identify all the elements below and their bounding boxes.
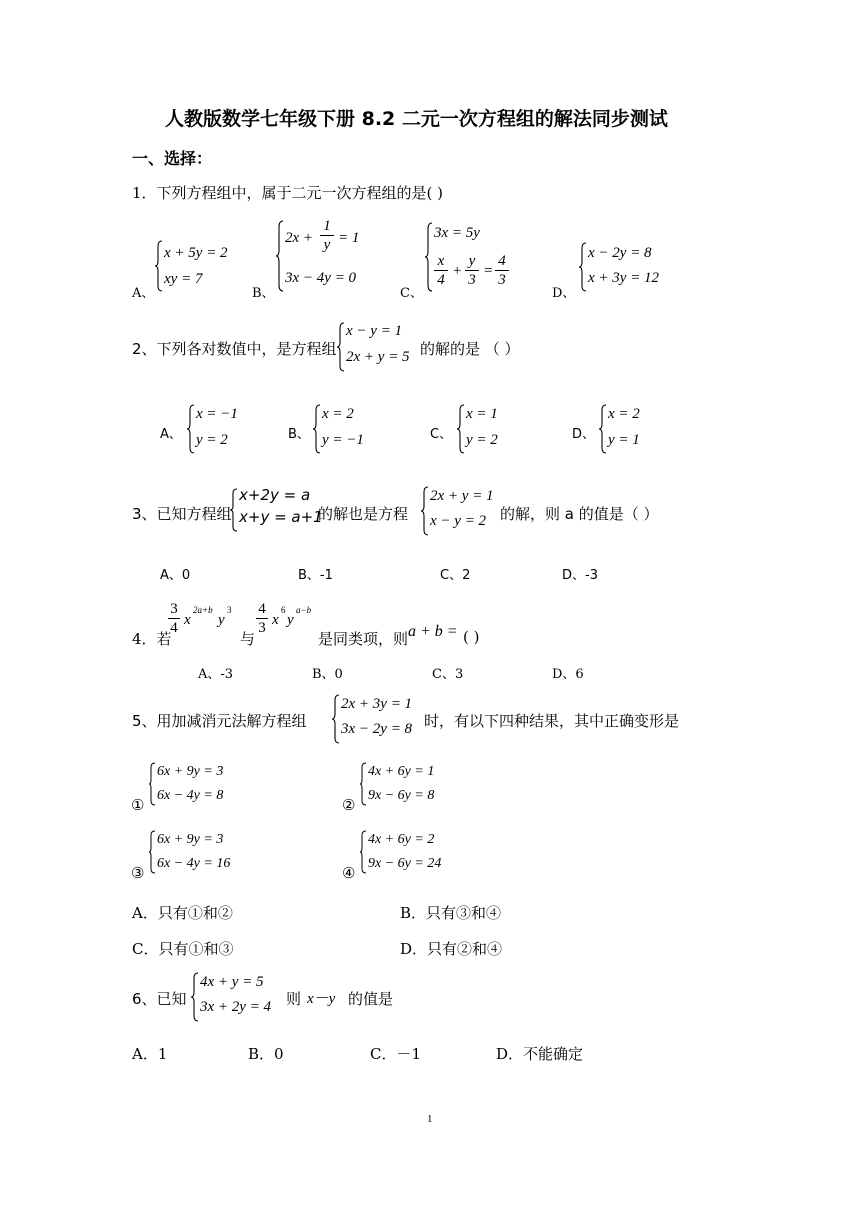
equation-line: x = 1 xyxy=(466,406,498,422)
brace-icon xyxy=(578,242,588,292)
equation-line: x+y = a+1 xyxy=(239,508,323,526)
question-1-stem: 1．下列方程组中，属于二元一次方程组的是( ) xyxy=(132,184,444,202)
q6-option-a: A．1 xyxy=(132,1045,168,1063)
q4-option-a: A、-3 xyxy=(198,667,234,682)
question-4-stem: 4．若 xyxy=(132,630,172,648)
equation-line: x − 2y = 8 xyxy=(588,245,652,261)
exponent: a−b xyxy=(296,605,312,615)
question-2-stem: 2、下列各对数值中，是方程组 xyxy=(132,340,337,358)
brace-icon xyxy=(275,220,285,292)
question-2-stem-end: 的解的是 （ ） xyxy=(420,340,520,358)
circled-number-3: ③ xyxy=(131,864,145,882)
equation-line: 3x − 4y = 0 xyxy=(285,270,357,286)
q3-option-b: B、-1 xyxy=(298,568,333,583)
q3-option-d: D、-3 xyxy=(562,568,598,583)
q4-option-b: B、0 xyxy=(312,667,343,682)
equation-line: x − y = 1 xyxy=(346,323,403,339)
circled-number-1: ① xyxy=(131,796,145,814)
brace-icon xyxy=(420,486,430,536)
exponent: 2a+b xyxy=(193,605,213,615)
q3-option-c: C、2 xyxy=(440,568,471,583)
equation-line: 3x − 2y = 8 xyxy=(341,721,413,737)
question-3-stem-end: 的解，则 a 的值是（ ） xyxy=(500,505,659,523)
operator: + xyxy=(452,263,463,279)
equation-line: 6x + 9y = 3 xyxy=(157,764,224,779)
q6-option-c: C．－1 xyxy=(370,1045,422,1063)
equation-line: 4x + 6y = 2 xyxy=(368,832,435,847)
brace-icon xyxy=(186,404,196,454)
q1-option-c-label: C、 xyxy=(400,286,423,301)
brace-icon xyxy=(154,240,164,292)
q4-option-d: D、6 xyxy=(552,667,584,682)
q6-option-b: B．0 xyxy=(248,1045,284,1063)
fraction xyxy=(434,252,448,289)
equation-line: 2x + xyxy=(285,230,314,246)
question-3-stem: 3、已知方程组 xyxy=(132,505,232,523)
equation-line: 6x + 9y = 3 xyxy=(157,832,224,847)
equation-line: 6x − 4y = 16 xyxy=(157,856,231,871)
equation-line: 6x − 4y = 8 xyxy=(157,788,224,803)
fraction xyxy=(465,252,479,289)
q4-option-c: C、3 xyxy=(432,667,464,682)
variable: x xyxy=(272,612,279,628)
brace-icon xyxy=(331,694,341,744)
fraction xyxy=(320,217,334,254)
denominator: 3 xyxy=(468,272,476,288)
q2-option-a-label: A、 xyxy=(160,427,182,442)
equation-line: x = −1 xyxy=(196,406,238,422)
brace-icon xyxy=(148,762,157,806)
q6-option-d: D．不能确定 xyxy=(496,1045,584,1063)
numerator: 1 xyxy=(323,218,331,234)
equation-line: x = 2 xyxy=(608,406,640,422)
numerator: 4 xyxy=(258,601,266,617)
fraction xyxy=(495,252,509,289)
equation-line: xy = 7 xyxy=(164,271,203,287)
equation-line: 4x + y = 5 xyxy=(200,974,264,990)
brace-icon xyxy=(336,322,346,372)
brace-icon xyxy=(359,830,368,874)
equation-line: x+2y = a xyxy=(239,486,311,504)
equation-line: 3x + 2y = 4 xyxy=(200,999,272,1015)
denominator: 3 xyxy=(258,620,266,636)
q1-option-a-label: A、 xyxy=(132,286,155,301)
q3-option-a: A、0 xyxy=(160,568,191,583)
q5-option-b: B．只有③和④ xyxy=(400,904,502,922)
denominator: 3 xyxy=(498,272,506,288)
brace-icon xyxy=(229,488,239,532)
denominator: y xyxy=(323,237,331,253)
numerator: 4 xyxy=(498,253,506,269)
question-4-stem-mid: 是同类项，则 xyxy=(318,630,409,648)
brace-icon xyxy=(312,404,322,454)
equation-line: 3x = 5y xyxy=(434,225,480,241)
numerator: x xyxy=(437,253,445,269)
denominator: 4 xyxy=(170,620,178,636)
denominator: 4 xyxy=(437,272,445,288)
numerator: 3 xyxy=(170,601,178,617)
question-6-stem-end: 的值是 xyxy=(348,990,394,1008)
equation-line: 2x + y = 5 xyxy=(346,349,410,365)
brace-icon xyxy=(598,404,608,454)
circled-number-2: ② xyxy=(342,796,356,814)
question-5-stem: 5、用加减消元法解方程组 xyxy=(132,712,307,730)
equation-line: y = 1 xyxy=(608,432,640,448)
q1-option-d-label: D、 xyxy=(552,286,576,301)
equation-line: 2x + 3y = 1 xyxy=(341,696,413,712)
numerator: y xyxy=(468,253,476,269)
equation-line: 9x − 6y = 24 xyxy=(368,856,442,871)
expression: a + b = xyxy=(408,623,458,640)
equation-line: y = −1 xyxy=(322,432,364,448)
variable: y xyxy=(218,612,225,628)
equation-line: 9x − 6y = 8 xyxy=(368,788,435,803)
variable: y xyxy=(287,612,294,628)
equation-line: x + 5y = 2 xyxy=(164,245,228,261)
brace-icon xyxy=(456,404,466,454)
q5-option-a: A．只有①和② xyxy=(132,904,233,922)
q1-option-b-label: B、 xyxy=(252,286,275,301)
q2-option-d-label: D、 xyxy=(572,427,596,442)
equation-line: x − y = 2 xyxy=(430,513,487,529)
page-title: 人教版数学七年级下册 8.2 二元一次方程组的解法同步测试 xyxy=(165,108,668,130)
equation-line: x + 3y = 12 xyxy=(588,270,660,286)
brace-icon xyxy=(359,762,368,806)
question-6-stem-mid: 则 xyxy=(286,990,302,1008)
exponent: 3 xyxy=(227,605,232,615)
question-6-stem: 6、已知 xyxy=(132,990,187,1008)
variable: x xyxy=(184,612,191,628)
brace-icon xyxy=(190,972,200,1022)
equation-line: 2x + y = 1 xyxy=(430,488,494,504)
equation-line: y = 2 xyxy=(196,432,228,448)
word-with: 与 xyxy=(240,630,256,648)
section-heading: 一、选择： xyxy=(132,149,213,168)
circled-number-4: ④ xyxy=(342,864,356,882)
q5-option-c: C．只有①和③ xyxy=(132,940,234,958)
q2-option-c-label: C、 xyxy=(430,427,453,442)
exponent: 6 xyxy=(281,605,286,615)
page-number: 1 xyxy=(427,1113,433,1125)
brace-icon xyxy=(424,222,434,292)
brace-icon xyxy=(148,830,157,874)
fraction xyxy=(256,600,268,637)
question-4-stem-end: ( ) xyxy=(463,628,480,646)
question-5-stem-end: 时，有以下四种结果，其中正确变形是 xyxy=(424,712,680,730)
equation-line: y = 2 xyxy=(466,432,498,448)
equation-line: x = 2 xyxy=(322,406,354,422)
equation-line: 4x + 6y = 1 xyxy=(368,764,435,779)
equation-line: = 1 xyxy=(338,230,360,246)
operator: = xyxy=(483,263,494,279)
q5-option-d: D．只有②和④ xyxy=(400,940,503,958)
q2-option-b-label: B、 xyxy=(288,427,310,442)
question-3-stem-mid: 的解也是方程 xyxy=(318,505,409,523)
fraction xyxy=(168,600,180,637)
expression: x－y xyxy=(307,991,336,1007)
